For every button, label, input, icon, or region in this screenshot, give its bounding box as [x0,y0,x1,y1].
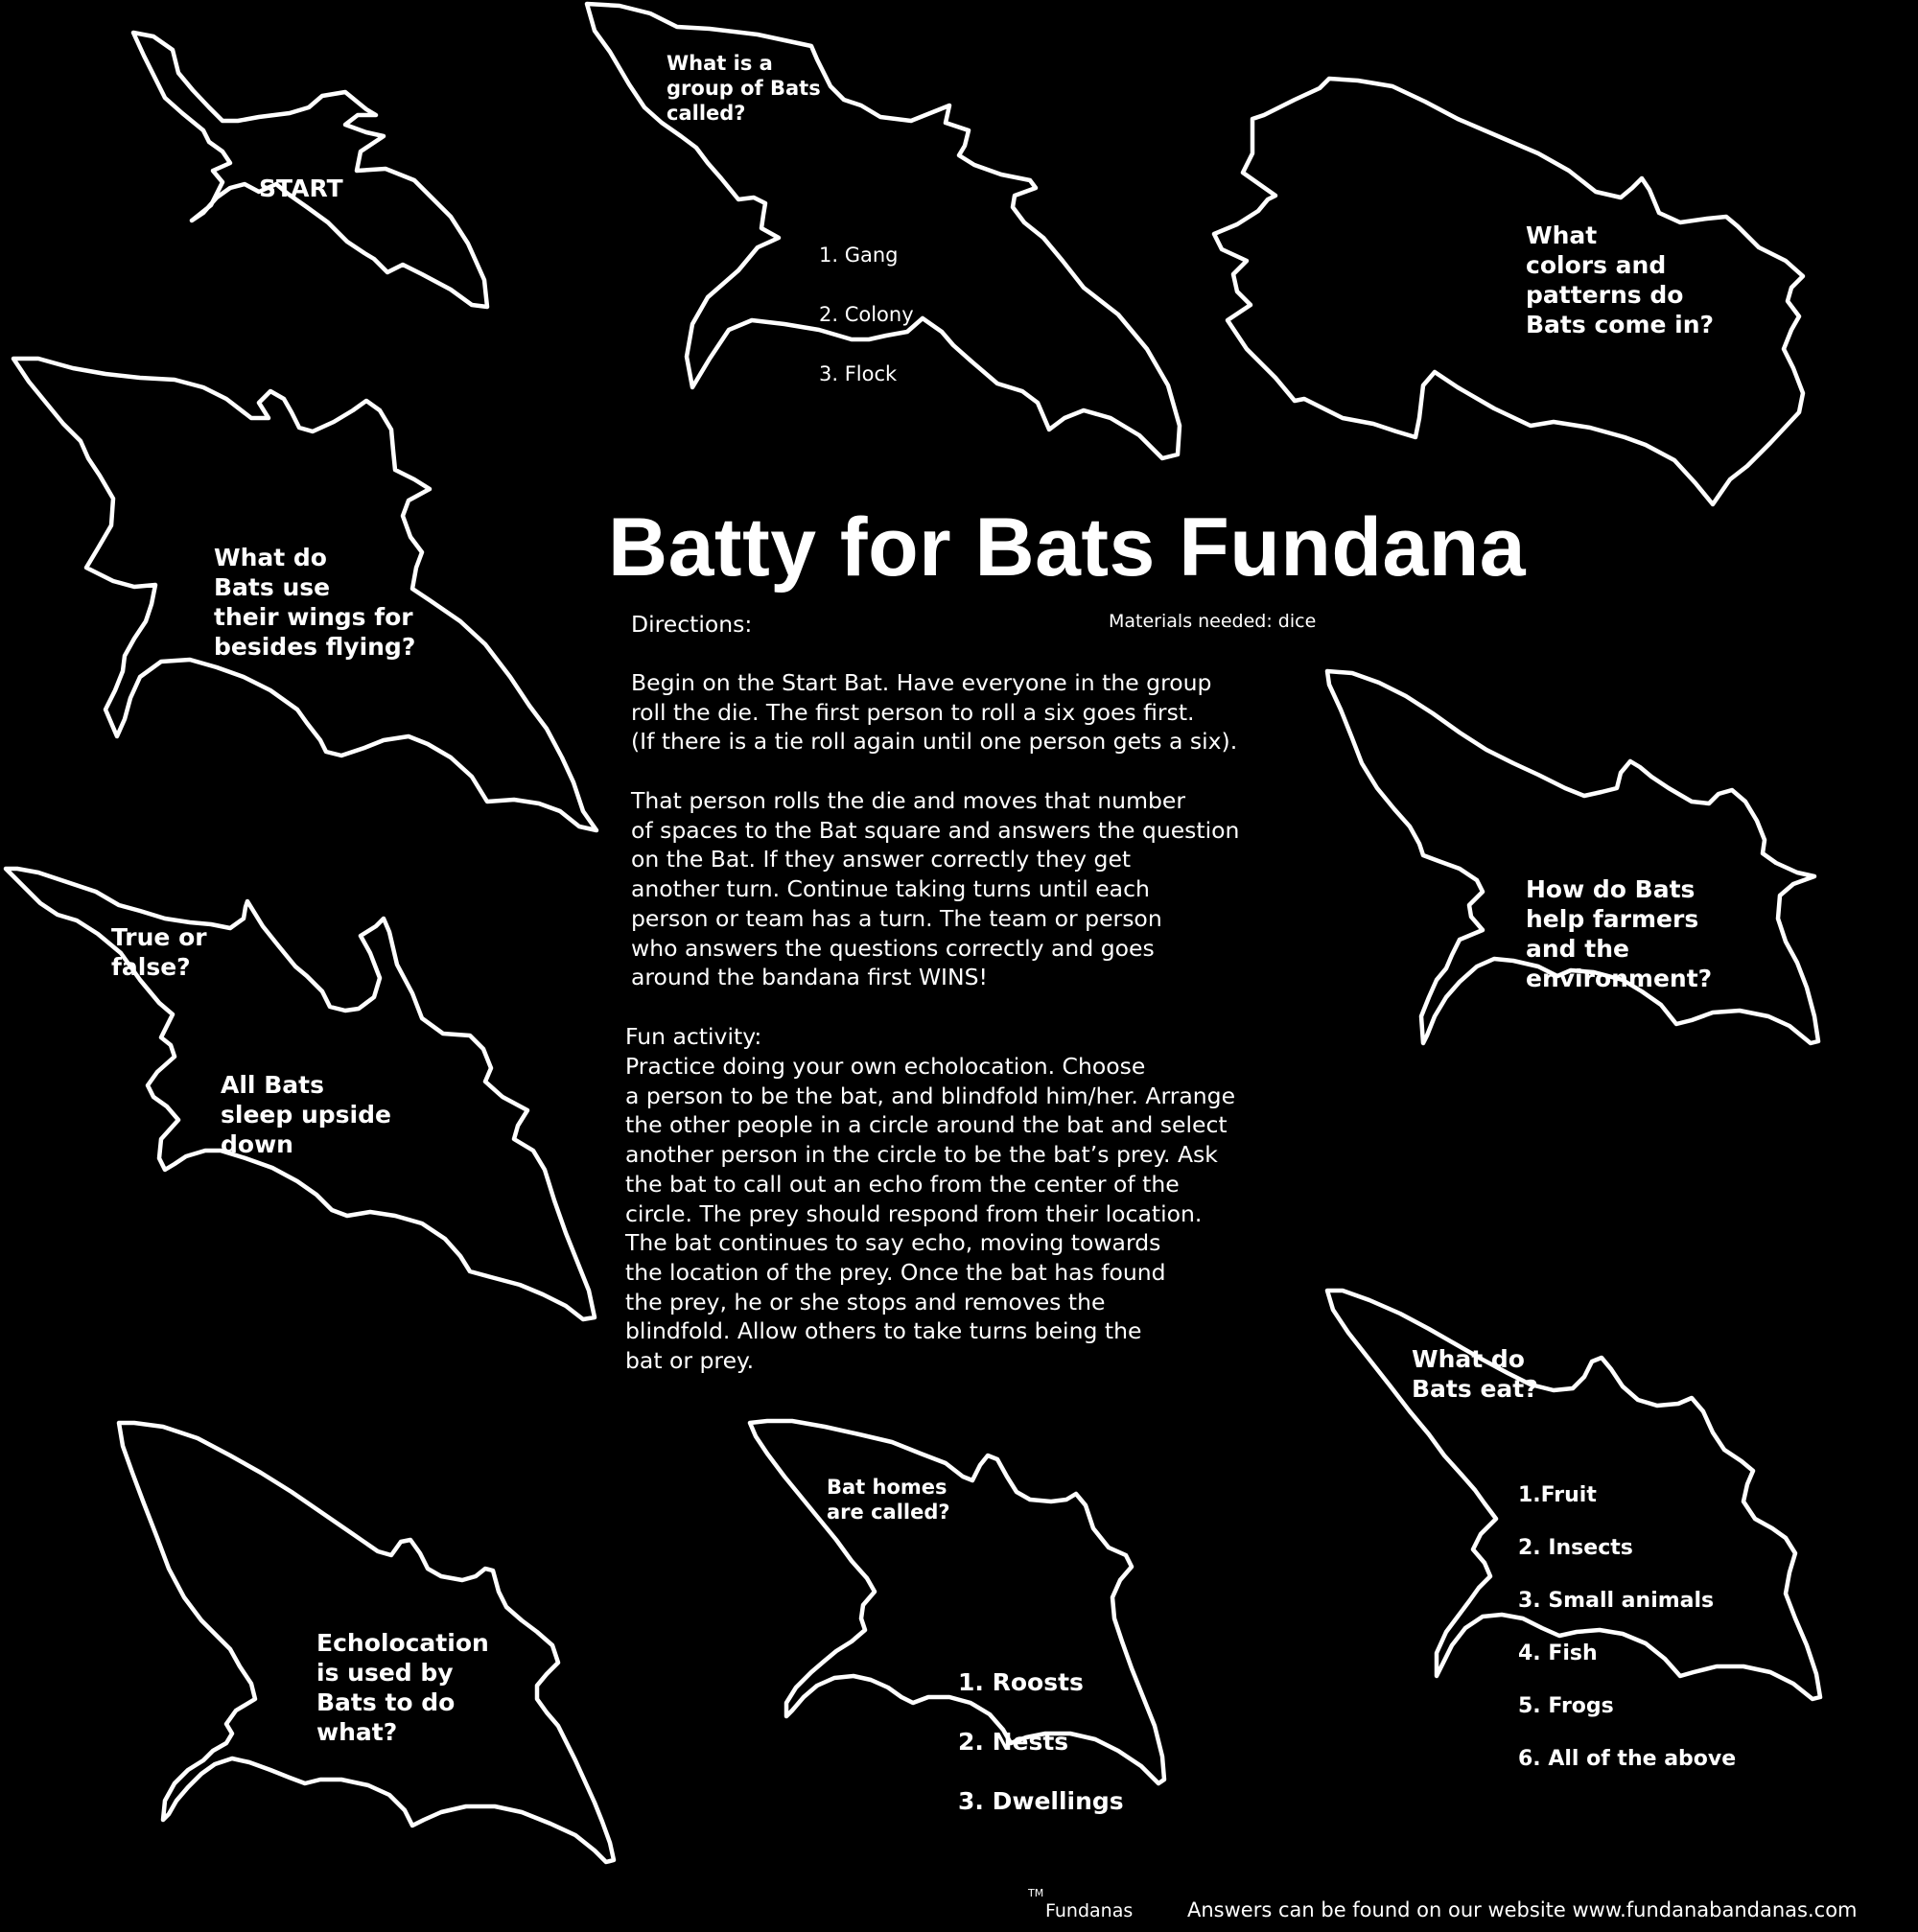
directions-label: Directions: [631,611,753,638]
bat-start-outline[interactable] [133,33,487,307]
echolocation-question: Echolocation is used by Bats to do what? [316,1629,489,1746]
group-option-1: 1. Gang [819,244,899,267]
homes-options [958,1638,1124,1846]
start-label: START [259,175,343,202]
bat-colors-outline[interactable] [1214,79,1803,504]
eat-option-6: 6. All of the above [1518,1746,1737,1771]
eat-option-1: 1.Fruit [1518,1482,1597,1507]
fun-activity-text: Practice doing your own echolocation. Choose a person to be the bat, and blindfold him/her. Arrange the other people in a circle around the bat and select another person in the circle to be the bat’s prey. Ask the bat to call out an echo from the center of the circle. The prey should respond from their location. The bat continues to say echo, moving towards the location of the prey. Once the bat has found the prey, he or she stops and removes the blindfold. Allow others to take turns being the bat or prey. [625,1053,1236,1375]
truefalse-question: True or false? [111,923,207,981]
fun-activity-label: Fun activity: [625,1023,762,1050]
eat-option-3: 3. Small animals [1518,1588,1715,1613]
directions-paragraph-1: Begin on the Start Bat. Have everyone in the group roll the die. The first person to roll a six goes first. (If there is a tie roll again until one person gets a six). [631,669,1238,756]
page-title: Batty for Bats Fundana [608,501,1527,594]
brand-name: Fundanas [1045,1900,1134,1921]
group-option-3: 3. Flock [819,362,898,385]
eat-options [1518,1455,1736,1799]
group-option-2: 2. Colony [819,303,914,326]
group-question: What is a group of Bats called? [667,52,821,125]
homes-option-1: 1. Roosts [958,1668,1084,1696]
homes-question: Bat homes are called? [827,1476,950,1524]
homes-option-3: 3. Dwellings [958,1787,1124,1815]
eat-option-4: 4. Fish [1518,1641,1598,1665]
farmers-question: How do Bats help farmers and the environment? [1526,875,1713,992]
homes-option-2: 2. Nests [958,1728,1069,1756]
directions-paragraph-2: That person rolls the die and moves that number of spaces to the Bat square and answers the question on the Bat. If they answer correctly they get another turn. Continue taking turns until each person or team has a turn. The team or person who answers the questions correctly and goes around the bandana first WINS! [631,787,1240,991]
wings-question: What do Bats use their wings for besides flying? [214,544,416,661]
eat-option-5: 5. Frogs [1518,1693,1614,1718]
answers-note: Answers can be found on our website www.fundanabandanas.com [1187,1898,1858,1921]
group-options [819,211,914,419]
eat-option-2: 2. Insects [1518,1535,1633,1560]
eat-question: What do Bats eat? [1412,1345,1538,1403]
colors-question: What colors and patterns do Bats come in? [1526,221,1715,338]
trademark-mark: TM [1028,1887,1044,1899]
materials-needed: Materials needed: dice [1109,611,1317,632]
truefalse-statement: All Bats sleep upside down [221,1071,391,1158]
